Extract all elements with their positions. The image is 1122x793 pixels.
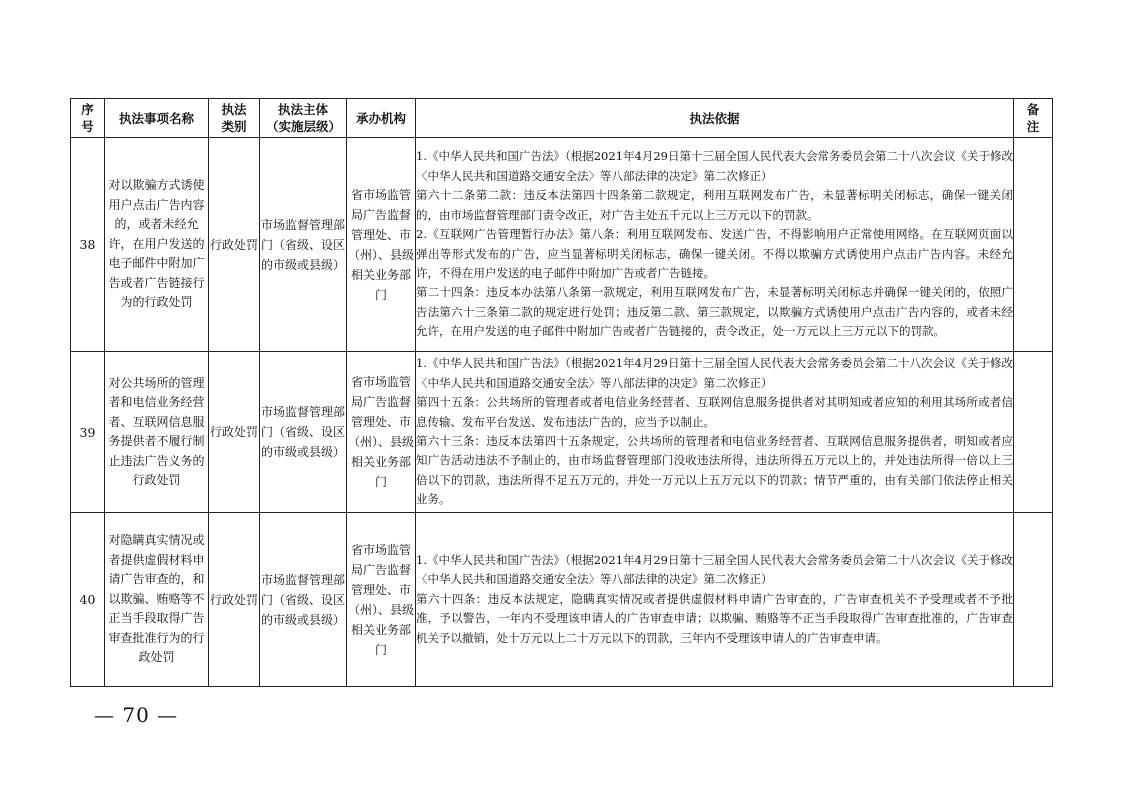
row-organization: 省市场监管局广告监督管理处、市（州）、县级相关业务部门: [347, 138, 416, 352]
row-enforcement-body: 市场监督管理部门（省级、设区的市级或县级）: [260, 513, 347, 687]
header-basis: 执法依据: [416, 99, 1014, 138]
basis-paragraph: 第六十四条：违反本法规定，隐瞒真实情况或者提供虚假材料申请广告审查的，广告审查机关不予受理或者不予批准，予以警告，一年内不受理该申请人的广告审查申请；以欺骗、贿赂等不正当手段取得广告审查批准的，广告审查机关予以撤销，处十万元以上二十万元以下的罚款，三年内不受理该申请人的广告审查申请。: [416, 591, 1013, 645]
row-category: 行政处罚: [209, 513, 260, 687]
row-item-name: 对公共场所的管理者和电信业务经营者、互联网信息服务提供者不履行制止违法广告义务的行政处罚: [105, 352, 209, 513]
header-org: 承办机构: [347, 99, 416, 138]
row-enforcement-body: 市场监督管理部门（省级、设区的市级或县级）: [260, 138, 347, 352]
row-category: 行政处罚: [209, 352, 260, 513]
row-legal-basis: [416, 138, 1014, 352]
row-organization: 省市场监管局广告监督管理处、市（州）、县级相关业务部门: [347, 513, 416, 687]
table-row: [71, 513, 1053, 687]
header-category: 执法类别: [209, 99, 260, 138]
row-note: [1014, 513, 1053, 687]
header-note: 备注: [1014, 99, 1053, 138]
basis-paragraph: 1.《中华人民共和国广告法》（根据2021年4月29日第十三届全国人民代表大会常务委员会第二十八次会议《关于修改〈中华人民共和国道路交通安全法〉等八部法律的决定》第二次修正）: [416, 356, 1013, 390]
row-seq: 38: [71, 138, 105, 352]
row-note: [1014, 352, 1053, 513]
basis-paragraph: 1.《中华人民共和国广告法》（根据2021年4月29日第十三届全国人民代表大会常务委员会第二十八次会议《关于修改〈中华人民共和国道路交通安全法〉等八部法律的决定》第二次修正）: [416, 552, 1013, 587]
row-seq: 40: [71, 513, 105, 687]
row-enforcement-body: 市场监督管理部门（省级、设区的市级或县级）: [260, 352, 347, 513]
row-legal-basis: [416, 513, 1014, 687]
basis-paragraph: 1.《中华人民共和国广告法》（根据2021年4月29日第十三届全国人民代表大会常务委员会第二十八次会议《关于修改〈中华人民共和国道路交通安全法〉等八部法律的决定》第二次修正）: [416, 149, 1013, 183]
basis-paragraph: 第六十三条：违反本法第四十五条规定，公共场所的管理者和电信业务经营者、互联网信息服务提供者，明知或者应知广告活动违法不予制止的，由市场监督管理部门没收违法所得，违法所得五万元以上的，并处违法所得一倍以上三倍以下的罚款，违法所得不足五万元的，并处一万元以上五万元以下的罚款；情节严重的，由有关部门依法停止相关业务。: [416, 434, 1013, 507]
header-name: 执法事项名称: [105, 99, 209, 138]
basis-paragraph: 第二十四条：违反本办法第八条第一款规定，利用互联网发布广告，未显著标明关闭标志并确保一键关闭的，依照广告法第六十三条第二款的规定进行处罚；违反第二款、第三款规定，以欺骗方式诱使用户点击广告内容的，或者未经允许，在用户发送的电子邮件中附加广告或者广告链接的，责令改正，处一万元以上三万元以下的罚款。: [416, 285, 1013, 339]
header-row: [71, 99, 1053, 138]
basis-paragraph: 第四十五条：公共场所的管理者或者电信业务经营者、互联网信息服务提供者对其明知或者应知的利用其场所或者信息传输、发布平台发送、发布违法广告的，应当予以制止。: [416, 395, 1013, 429]
basis-paragraph: 2.《互联网广告管理暂行办法》第八条：利用互联网发布、发送广告，不得影响用户正常使用网络。在互联网页面以弹出等形式发布的广告，应当显著标明关闭标志，确保一键关闭。不得以欺骗方式诱使用户点击广告内容。未经允许，不得在用户发送的电子邮件中附加广告或者广告链接。: [416, 227, 1013, 280]
row-item-name: 对隐瞒真实情况或者提供虚假材料申请广告审查的，和以欺骗、贿赂等不正当手段取得广告审查批准行为的行政处罚: [105, 513, 209, 687]
header-body: 执法主体（实施层级）: [260, 99, 347, 138]
table-row: [71, 352, 1053, 513]
table-row: [71, 138, 1053, 352]
enforcement-table: [70, 98, 1053, 687]
row-item-name: 对以欺骗方式诱使用户点击广告内容的，或者未经允许，在用户发送的电子邮件中附加广告或者广告链接行为的行政处罚: [105, 138, 209, 352]
page-number: — 70 —: [94, 703, 179, 727]
row-legal-basis: [416, 352, 1014, 513]
row-note: [1014, 138, 1053, 352]
row-category: 行政处罚: [209, 138, 260, 352]
row-seq: 39: [71, 352, 105, 513]
basis-paragraph: 第六十二条第二款：违反本法第四十四条第二款规定，利用互联网发布广告，未显著标明关闭标志，确保一键关闭的，由市场监督管理部门责令改正，对广告主处五千元以上三万元以下的罚款。: [416, 188, 1013, 222]
row-organization: 省市场监管局广告监督管理处、市（州）、县级相关业务部门: [347, 352, 416, 513]
header-seq: 序号: [71, 99, 105, 138]
